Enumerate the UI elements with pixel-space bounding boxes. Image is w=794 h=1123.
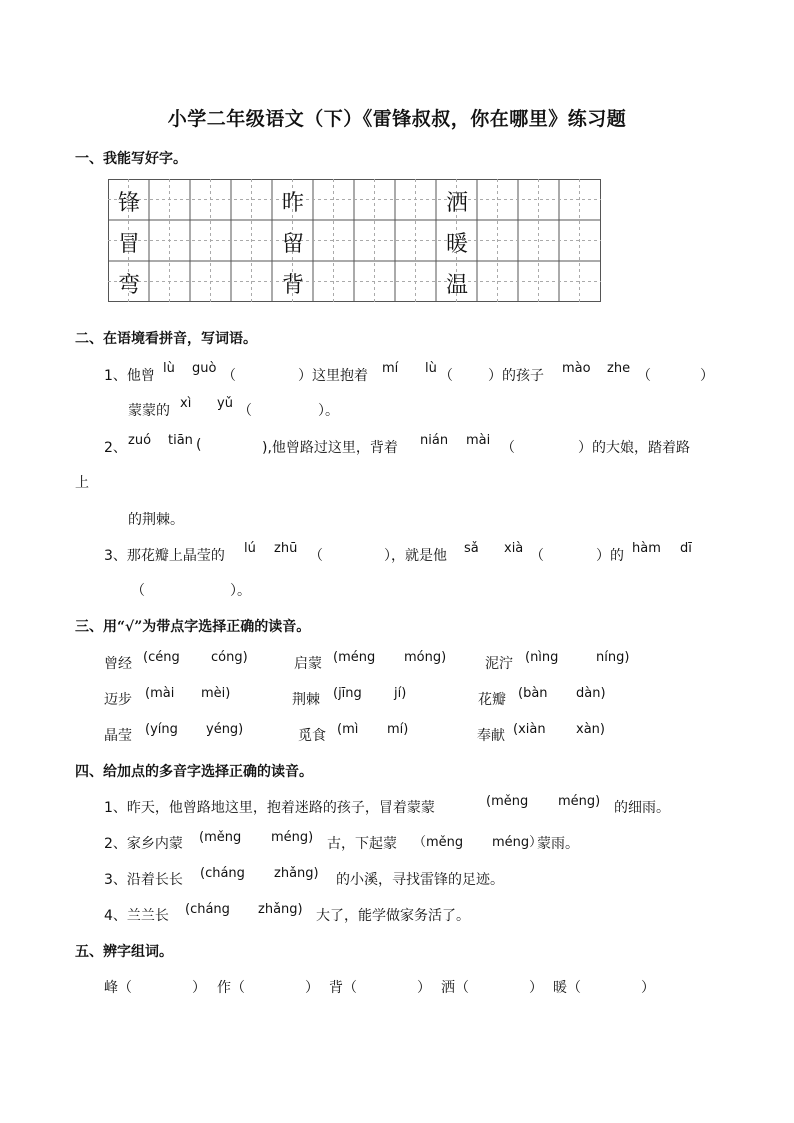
word: 迈步 xyxy=(104,692,132,708)
word: 曾经 xyxy=(104,656,132,672)
pinyin-option: mí) xyxy=(387,722,409,737)
pinyin: xì xyxy=(180,396,192,411)
pinyin-option: xàn) xyxy=(576,722,605,737)
grid-char: 背 xyxy=(281,273,304,298)
text: 暖（ xyxy=(553,980,581,996)
paren: ） xyxy=(700,368,714,384)
text: 峰（ xyxy=(104,980,132,996)
text: ）的孩子 xyxy=(488,368,544,384)
paren: （ xyxy=(238,403,252,419)
paren: ） xyxy=(192,980,206,996)
section-3-heading: 三、用“√”为带点字选择正确的读音。 xyxy=(75,619,311,635)
pinyin-option: zhǎng) xyxy=(258,902,303,917)
text: 的小溪，寻找雷锋的足迹。 xyxy=(336,872,504,888)
paren: （ xyxy=(131,583,145,599)
pinyin: lù xyxy=(163,361,175,376)
text: 3、那花瓣上晶莹的 xyxy=(104,548,225,564)
text: 蒙雨。 xyxy=(537,836,579,852)
text: 2、 xyxy=(104,440,127,456)
pinyin: zhū xyxy=(274,541,298,556)
pinyin: guò xyxy=(192,361,217,376)
section-2-heading: 二、在语境看拼音，写词语。 xyxy=(75,331,257,347)
pinyin: zhe xyxy=(607,361,631,376)
pinyin-option: cóng) xyxy=(211,650,248,665)
paren: （ xyxy=(309,548,323,564)
paren: ） xyxy=(641,980,655,996)
pinyin: mí xyxy=(382,361,399,376)
section-4-heading: 四、给加点的多音字选择正确的读音。 xyxy=(75,764,313,780)
text: ），就是他 xyxy=(384,548,447,564)
pinyin-option: jí) xyxy=(394,686,407,701)
text: 洒（ xyxy=(441,980,469,996)
word: 荆棘 xyxy=(292,692,320,708)
pinyin-option: mèi) xyxy=(201,686,231,701)
paren: ） xyxy=(305,980,319,996)
pinyin: sǎ xyxy=(464,541,479,556)
paren: （ xyxy=(222,368,236,384)
pinyin-option: (cháng xyxy=(200,866,245,881)
text: 4、兰兰长 xyxy=(104,908,169,924)
pinyin-option: móng) xyxy=(404,650,447,665)
word: 启蒙 xyxy=(294,656,322,672)
pinyin-option: yéng) xyxy=(206,722,244,737)
paren: ） xyxy=(417,980,431,996)
pinyin-option: (mì xyxy=(337,722,359,737)
pinyin-option: (bàn xyxy=(518,686,548,701)
text: ）的大娘，踏着路 xyxy=(578,440,690,456)
paren: （ xyxy=(439,368,453,384)
section-5-heading: 五、辨字组词。 xyxy=(75,944,173,960)
pinyin: mài xyxy=(466,433,491,448)
pinyin-option: méng） xyxy=(492,835,543,850)
word: 晶莹 xyxy=(104,728,132,744)
pinyin-option: (cháng xyxy=(185,902,230,917)
pinyin-option: níng) xyxy=(596,650,630,665)
word: 觅食 xyxy=(298,728,326,744)
pinyin-option: zhǎng) xyxy=(274,866,319,881)
pinyin-option: méng) xyxy=(271,830,314,845)
pinyin-option: dàn) xyxy=(576,686,606,701)
paren: （ xyxy=(501,440,515,456)
pinyin-option: (měng xyxy=(486,794,529,809)
grid-char: 暖 xyxy=(445,232,468,257)
pinyin-option: (jīng xyxy=(333,686,362,701)
text: 背（ xyxy=(329,980,357,996)
grid-char: 弯 xyxy=(117,273,140,298)
text: 大了，能学做家务活了。 xyxy=(316,908,470,924)
pinyin-option: （měng xyxy=(413,835,464,850)
text: 1、昨天，他曾路地这里，抱着迷路的孩子，冒着蒙蒙 xyxy=(104,800,435,816)
pinyin-option: (mài xyxy=(145,686,175,701)
text: 古，下起蒙 xyxy=(327,836,397,852)
text: 2、家乡内蒙 xyxy=(104,836,183,852)
word: 泥泞 xyxy=(485,656,513,672)
pinyin-option: (nìng xyxy=(525,650,559,665)
text: ）。 xyxy=(318,403,339,419)
text: 作（ xyxy=(217,980,245,996)
pinyin: mào xyxy=(562,361,591,376)
pinyin: yǔ xyxy=(217,396,233,411)
pinyin: lù xyxy=(425,361,437,376)
writing-grid xyxy=(108,179,602,307)
paren: （ xyxy=(637,368,651,384)
grid-char: 锋 xyxy=(117,191,140,216)
s2-line-3-wrap: 上 xyxy=(75,475,89,491)
pinyin: xià xyxy=(504,541,524,556)
pinyin: zuó xyxy=(128,433,152,448)
paren: ( xyxy=(196,437,202,453)
grid-char: 洒 xyxy=(445,191,468,216)
grid-char: 昨 xyxy=(281,191,304,216)
s2-line-4: 的荆棘。 xyxy=(128,512,184,528)
word: 花瓣 xyxy=(478,692,506,708)
pinyin: lú xyxy=(244,541,256,556)
word: 奉献 xyxy=(477,728,505,744)
grid-char: 冒 xyxy=(117,232,140,257)
text: ),他曾路过这里，背着 xyxy=(262,440,398,456)
text: 3、沿着长长 xyxy=(104,872,183,888)
text: 蒙蒙的 xyxy=(128,403,170,419)
paren: （ xyxy=(530,548,544,564)
pinyin-option: (yíng xyxy=(145,722,178,737)
pinyin-option: (méng xyxy=(333,650,376,665)
pinyin: hàm xyxy=(632,541,661,556)
pinyin: tiān xyxy=(168,433,193,448)
text: 的细雨。 xyxy=(614,800,670,816)
text: ）的 xyxy=(596,548,624,564)
pinyin-option: (měng xyxy=(199,830,242,845)
text: ）。 xyxy=(230,583,251,599)
paren: ） xyxy=(529,980,543,996)
text: ）这里抱着 xyxy=(298,368,368,384)
text: 1、他曾 xyxy=(104,368,155,384)
pinyin-option: méng) xyxy=(558,794,601,809)
pinyin-option: (xiàn xyxy=(513,722,546,737)
pinyin-option: (céng xyxy=(143,650,180,665)
section-1-heading: 一、我能写好字。 xyxy=(75,151,187,167)
grid-char: 留 xyxy=(281,232,304,257)
pinyin: nián xyxy=(420,433,449,448)
writing-grid-lines xyxy=(108,179,602,303)
page-title: 小学二年级语文（下）《雷锋叔叔，你在哪里》练习题 xyxy=(167,108,627,130)
grid-char: 温 xyxy=(445,273,468,298)
pinyin: dī xyxy=(680,541,692,556)
